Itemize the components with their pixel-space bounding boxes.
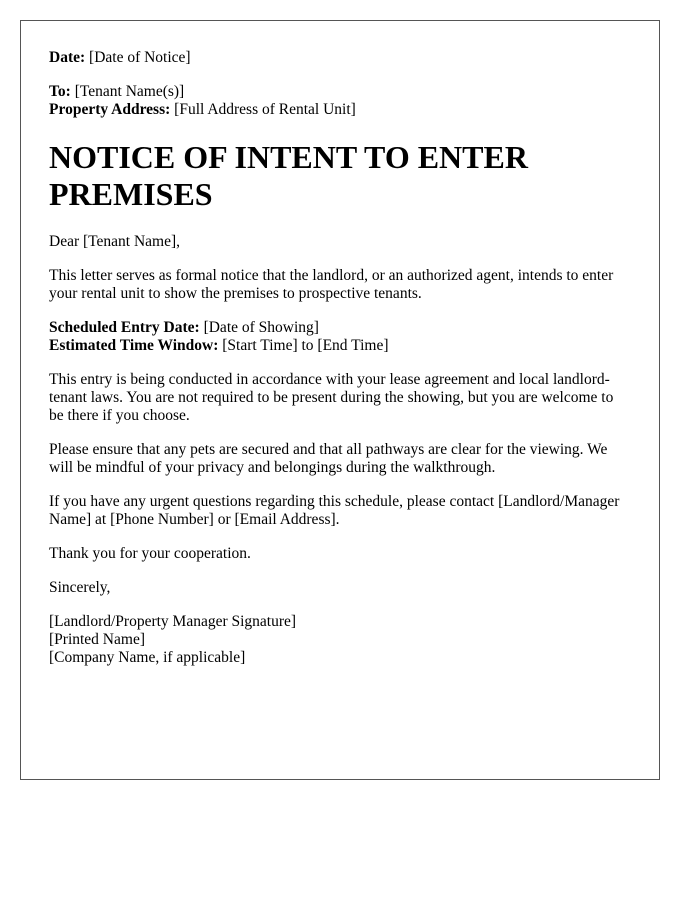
to-value: [Tenant Name(s)] bbox=[74, 83, 185, 100]
compliance-paragraph: This entry is being conducted in accordance with your lease agreement and local landlord-tenant laws. You are not required to be present during the showing, but you are welcome to be there if you choose. bbox=[49, 371, 614, 424]
date-block bbox=[49, 49, 631, 67]
property-address-value: [Full Address of Rental Unit] bbox=[174, 101, 356, 118]
date-value: [Date of Notice] bbox=[89, 49, 191, 66]
signature-block bbox=[49, 613, 631, 667]
signature-line: [Landlord/Property Manager Signature] bbox=[49, 613, 297, 630]
closing: Sincerely, bbox=[49, 579, 111, 596]
time-window-value: [Start Time] to [End Time] bbox=[222, 337, 389, 354]
property-address-label: Property Address: bbox=[49, 101, 171, 118]
letter-title: NOTICE OF INTENT TO ENTER PREMISES bbox=[49, 139, 528, 212]
entry-date-value: [Date of Showing] bbox=[203, 319, 319, 336]
time-window-line bbox=[49, 337, 631, 355]
schedule-block bbox=[49, 319, 631, 355]
date-line bbox=[49, 49, 631, 67]
entry-date-line bbox=[49, 319, 631, 337]
salutation: Dear [Tenant Name], bbox=[49, 233, 181, 250]
entry-date-label: Scheduled Entry Date: bbox=[49, 319, 200, 336]
intro-paragraph: This letter serves as formal notice that the landlord, or an authorized agent, intends to enter your rental unit to show the premises to prospective tenants. bbox=[49, 267, 614, 302]
pets-paragraph: Please ensure that any pets are secured and that all pathways are clear for the viewing. We will be mindful of your privacy and belongings during the walkthrough. bbox=[49, 441, 608, 476]
to-label: To: bbox=[49, 83, 71, 100]
to-line bbox=[49, 83, 631, 101]
property-address-line bbox=[49, 101, 631, 119]
recipient-block bbox=[49, 83, 631, 119]
time-window-label: Estimated Time Window: bbox=[49, 337, 219, 354]
thanks-paragraph: Thank you for your cooperation. bbox=[49, 545, 251, 562]
contact-paragraph: If you have any urgent questions regarding this schedule, please contact [Landlord/Manager Name] at [Phone Number] or [Email Address]. bbox=[49, 493, 620, 528]
notice-letter bbox=[20, 20, 660, 780]
company-name: [Company Name, if applicable] bbox=[49, 649, 246, 666]
date-label: Date: bbox=[49, 49, 86, 66]
printed-name: [Printed Name] bbox=[49, 631, 145, 648]
